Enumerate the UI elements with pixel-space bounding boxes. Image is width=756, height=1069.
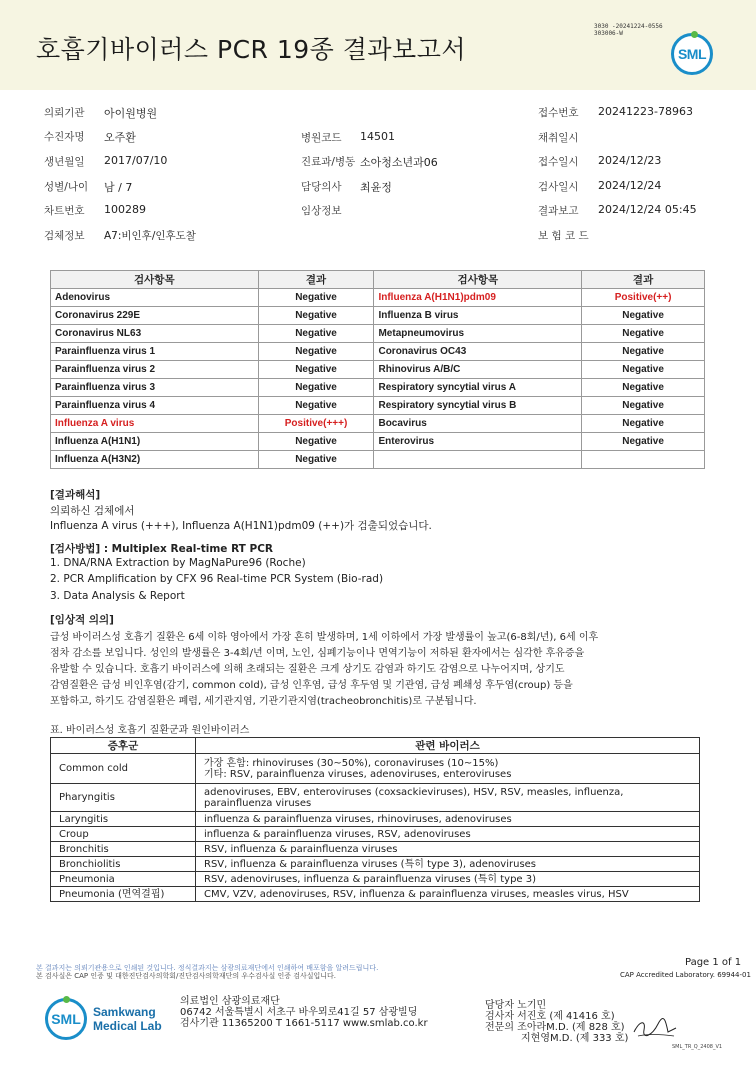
- signers-block: [485, 1000, 628, 1044]
- receipt-date-value: 2024/12/23: [598, 154, 662, 167]
- virus-list-line: adenoviruses, EBV, enteroviruses (coxsackieviruses), HSV, RSV, measles, influenza,: [204, 786, 624, 798]
- page-number: Page 1 of 1: [685, 957, 742, 968]
- header-test-item-2: 검사항목: [374, 271, 582, 289]
- test-name: Influenza B virus: [374, 307, 582, 325]
- test-result: Negative: [582, 397, 705, 415]
- table-row: [51, 415, 705, 433]
- insurance-code-label: 보 험 코 드: [538, 230, 589, 242]
- clinical-line-1: 급성 바이러스성 호흡기 질환은 6세 이하 영아에서 가장 흔히 발생하며, 1세 이하에서 가장 발생률이 높고(6-8회/년), 6세 이후: [50, 632, 599, 643]
- test-result: Negative: [258, 433, 374, 451]
- test-name: Adenovirus: [51, 289, 259, 307]
- test-name: Parainfluenza virus 2: [51, 361, 259, 379]
- institution-label: 의뢰기관: [44, 107, 85, 119]
- department-value: 소아청소년과06: [360, 156, 438, 169]
- syndrome-name: Bronchitis: [51, 842, 196, 857]
- test-result-positive: Positive(+++): [258, 415, 374, 433]
- syndrome-name: Bronchiolitis: [51, 857, 196, 872]
- logo-dot-icon: [63, 996, 70, 1003]
- badge-text: SML: [677, 46, 707, 62]
- test-result: Negative: [258, 397, 374, 415]
- logo-dot-icon: [691, 31, 698, 38]
- chart-no-value: 100289: [104, 203, 146, 216]
- virus-list-line: parainfluenza viruses: [204, 797, 312, 809]
- header-related-virus: 관련 바이러스: [196, 738, 700, 754]
- test-name: Parainfluenza virus 4: [51, 397, 259, 415]
- results-header-row: [51, 271, 705, 289]
- clinical-significance-heading: [임상적 의의]: [50, 614, 114, 626]
- test-name-positive: Influenza A(H1N1)pdm09: [374, 289, 582, 307]
- table-row: [51, 397, 705, 415]
- chart-no-label: 차트번호: [44, 205, 85, 217]
- test-result: Negative: [582, 361, 705, 379]
- department-label: 진료과/병동: [301, 156, 356, 168]
- test-result: Negative: [258, 361, 374, 379]
- table-row: [51, 857, 700, 872]
- receipt-date-label: 접수일시: [538, 156, 579, 168]
- signer-manager: 담당자 노기민: [485, 1000, 547, 1011]
- test-name: Influenza A(H1N1): [51, 433, 259, 451]
- test-result: Negative: [258, 325, 374, 343]
- lab-contact: 검사기관 11365200 T 1661-5117 www.smlab.co.kr: [180, 1018, 428, 1029]
- clinical-line-2: 점차 감소를 보입니다. 성인의 발생률은 3-4회/년 이며, 노인, 심폐기능이나 면역기능이 저하된 환자에서는 심각한 후유증을: [50, 648, 585, 659]
- table-row: [51, 307, 705, 325]
- header-result-2: 결과: [582, 271, 705, 289]
- doctor-label: 담당의사: [301, 181, 342, 193]
- test-result: Negative: [258, 289, 374, 307]
- syndrome-name: Pneumonia (면역결핍): [51, 887, 196, 902]
- test-result: Negative: [258, 451, 374, 469]
- receipt-no-value: 20241223-78963: [598, 105, 693, 118]
- table-row: [51, 361, 705, 379]
- test-name-positive: Influenza A virus: [51, 415, 259, 433]
- test-name: Rhinovirus A/B/C: [374, 361, 582, 379]
- report-title: 호흡기바이러스 PCR 19종 결과보고서: [36, 35, 467, 64]
- dob-value: 2017/07/10: [104, 154, 168, 167]
- document-code-line-1: 3030 -20241224-0556: [594, 23, 663, 30]
- lab-name: 의료법인 삼광의료재단: [180, 996, 280, 1007]
- clinical-line-5: 포함하고, 하기도 감염질환은 폐렴, 세기관지염, 기관기관지염(tracheobronchitis)로 구분됩니다.: [50, 696, 477, 707]
- cap-accreditation: CAP Accredited Laboratory. 69944-01: [620, 971, 751, 979]
- signer-specialist-1: 전문의 조아라M.D. (제 828 호): [485, 1022, 625, 1033]
- table-row: [51, 827, 700, 842]
- hospital-code-value: 14501: [360, 130, 395, 143]
- signer-specialist-2: 지현영M.D. (제 333 호): [521, 1033, 629, 1044]
- print-notice: 본 결과지는 의뢰기관용으로 인쇄된 것입니다. 정식결과지는 삼광의료재단에서 인쇄하여 배포함을 알려드립니다.: [36, 964, 379, 972]
- assoc-header-row: [51, 738, 700, 754]
- test-name: Influenza A(H3N2): [51, 451, 259, 469]
- virus-list: influenza & parainfluenza viruses, rhinoviruses, adenoviruses: [196, 812, 700, 827]
- clinical-info-label: 임상정보: [301, 205, 342, 217]
- signature-image: [630, 1012, 680, 1042]
- test-result: Negative: [582, 325, 705, 343]
- interpretation-heading: [결과해석]: [50, 489, 101, 501]
- logo-text-line-1: Samkwang: [93, 1005, 156, 1019]
- table-row: [51, 433, 705, 451]
- virus-list: RSV, influenza & parainfluenza viruses (특히 type 3), adenoviruses: [196, 857, 700, 872]
- method-heading: [검사방법] : Multiplex Real-time RT PCR: [50, 543, 273, 555]
- lab-address: [180, 996, 428, 1029]
- footer-logo: [45, 998, 162, 1040]
- table-row: [51, 887, 700, 902]
- test-name: Respiratory syncytial virus B: [374, 397, 582, 415]
- header-result-1: 결과: [258, 271, 374, 289]
- test-result: Negative: [582, 415, 705, 433]
- virus-list: [196, 754, 700, 784]
- collect-date-label: 채취일시: [538, 132, 579, 144]
- method-step-1: 1. DNA/RNA Extraction by MagNaPure96 (Roche): [50, 557, 306, 569]
- document-code: [594, 23, 663, 37]
- test-result-positive: Positive(++): [582, 289, 705, 307]
- document-code-line-2: 303006-W: [594, 30, 623, 37]
- certification-notice: 본 검사실은 CAP 인증 및 대한진단검사의학회/진단검사의학재단의 우수검사실 인증 검사실입니다.: [36, 972, 336, 980]
- virus-list-line: 가장 흔함: rhinoviruses (30~50%), coronaviruses (10~15%): [204, 757, 499, 769]
- sml-logo-badge: [671, 33, 713, 75]
- clinical-line-3: 유발할 수 있습니다. 호흡기 바이러스에 의해 초래되는 질환은 크게 상기도 감염과 하기도 감염으로 나누어지며, 상기도: [50, 664, 565, 675]
- virus-list: [196, 784, 700, 812]
- logo-text-line-2: Medical Lab: [93, 1019, 162, 1033]
- table-row: [51, 842, 700, 857]
- virus-list: CMV, VZV, adenoviruses, RSV, influenza & parainfluenza viruses, measles virus, HSV: [196, 887, 700, 902]
- logo-badge-text: SML: [51, 1011, 81, 1027]
- test-name: Coronavirus NL63: [51, 325, 259, 343]
- test-name: Respiratory syncytial virus A: [374, 379, 582, 397]
- association-table-caption: 표. 바이러스성 호흡기 질환군과 원인바이러스: [50, 725, 250, 736]
- institution-value: 아이원병원: [104, 107, 158, 120]
- report-header: [0, 0, 756, 90]
- receipt-no-label: 접수번호: [538, 107, 579, 119]
- test-result: Negative: [258, 379, 374, 397]
- test-name: [374, 451, 582, 469]
- sml-logo-icon: [45, 998, 87, 1040]
- report-date-value: 2024/12/24 05:45: [598, 203, 697, 216]
- syndrome-name: Pharyngitis: [51, 784, 196, 812]
- results-table: [50, 270, 705, 469]
- method-step-2: 2. PCR Amplification by CFX 96 Real-time PCR System (Bio-rad): [50, 573, 384, 585]
- virus-list-line: 기타: RSV, parainfluenza viruses, adenoviruses, enteroviruses: [204, 768, 512, 780]
- doctor-value: 최윤정: [360, 181, 392, 194]
- clinical-line-4: 감염질환은 급성 비인후염(감기, common cold), 급성 인후염, 급성 후두염 및 기관염, 급성 폐쇄성 후두염(croup) 등을: [50, 680, 573, 691]
- test-name: Parainfluenza virus 3: [51, 379, 259, 397]
- syndrome-virus-table: [50, 737, 700, 902]
- specimen-value: A7:비인후/인후도찰: [104, 230, 196, 242]
- specimen-label: 검체정보: [44, 230, 85, 242]
- test-date-label: 검사일시: [538, 181, 579, 193]
- sex-age-value: 남 / 7: [104, 181, 133, 194]
- header-test-item-1: 검사항목: [51, 271, 259, 289]
- table-row: [51, 325, 705, 343]
- test-result: Negative: [582, 433, 705, 451]
- test-name: Coronavirus OC43: [374, 343, 582, 361]
- test-result: Negative: [258, 307, 374, 325]
- table-row: [51, 812, 700, 827]
- syndrome-name: Croup: [51, 827, 196, 842]
- dob-label: 생년월일: [44, 156, 85, 168]
- test-result: [582, 451, 705, 469]
- virus-list: influenza & parainfluenza viruses, RSV, adenoviruses: [196, 827, 700, 842]
- patient-name-value: 오주환: [104, 131, 136, 144]
- form-code: SML_TR_Q_2408_V1: [672, 1044, 723, 1050]
- test-name: Parainfluenza virus 1: [51, 343, 259, 361]
- sex-age-label: 성별/나이: [44, 181, 89, 193]
- table-row: [51, 872, 700, 887]
- syndrome-name: Common cold: [51, 754, 196, 784]
- test-result: Negative: [582, 343, 705, 361]
- table-row: [51, 784, 700, 812]
- syndrome-name: Laryngitis: [51, 812, 196, 827]
- test-name: Enterovirus: [374, 433, 582, 451]
- table-row: [51, 379, 705, 397]
- table-row: [51, 754, 700, 784]
- table-row: [51, 343, 705, 361]
- logo-wordmark: [93, 1005, 162, 1033]
- test-result: Negative: [582, 307, 705, 325]
- test-name: Bocavirus: [374, 415, 582, 433]
- hospital-code-label: 병원코드: [301, 132, 342, 144]
- test-result: Negative: [258, 343, 374, 361]
- interpretation-line-1: 의뢰하신 검체에서: [50, 505, 135, 517]
- header-syndrome: 증후군: [51, 738, 196, 754]
- test-date-value: 2024/12/24: [598, 179, 662, 192]
- syndrome-name: Pneumonia: [51, 872, 196, 887]
- signer-examiner: 검사자 서진호 (제 41416 호): [485, 1011, 615, 1022]
- table-row: [51, 451, 705, 469]
- virus-list: RSV, influenza & parainfluenza viruses: [196, 842, 700, 857]
- interpretation-line-2: Influenza A virus (+++), Influenza A(H1N1)pdm09 (++)가 검출되었습니다.: [50, 520, 432, 532]
- test-name: Metapneumovirus: [374, 325, 582, 343]
- test-result: Negative: [582, 379, 705, 397]
- virus-list: RSV, adenoviruses, influenza & parainfluenza viruses (특히 type 3): [196, 872, 700, 887]
- patient-name-label: 수진자명: [44, 131, 85, 143]
- lab-street: 06742 서울특별시 서초구 바우뫼로41길 57 삼광빌딩: [180, 1007, 418, 1018]
- method-step-3: 3. Data Analysis & Report: [50, 590, 185, 602]
- table-row: [51, 289, 705, 307]
- test-name: Coronavirus 229E: [51, 307, 259, 325]
- report-date-label: 결과보고: [538, 205, 579, 217]
